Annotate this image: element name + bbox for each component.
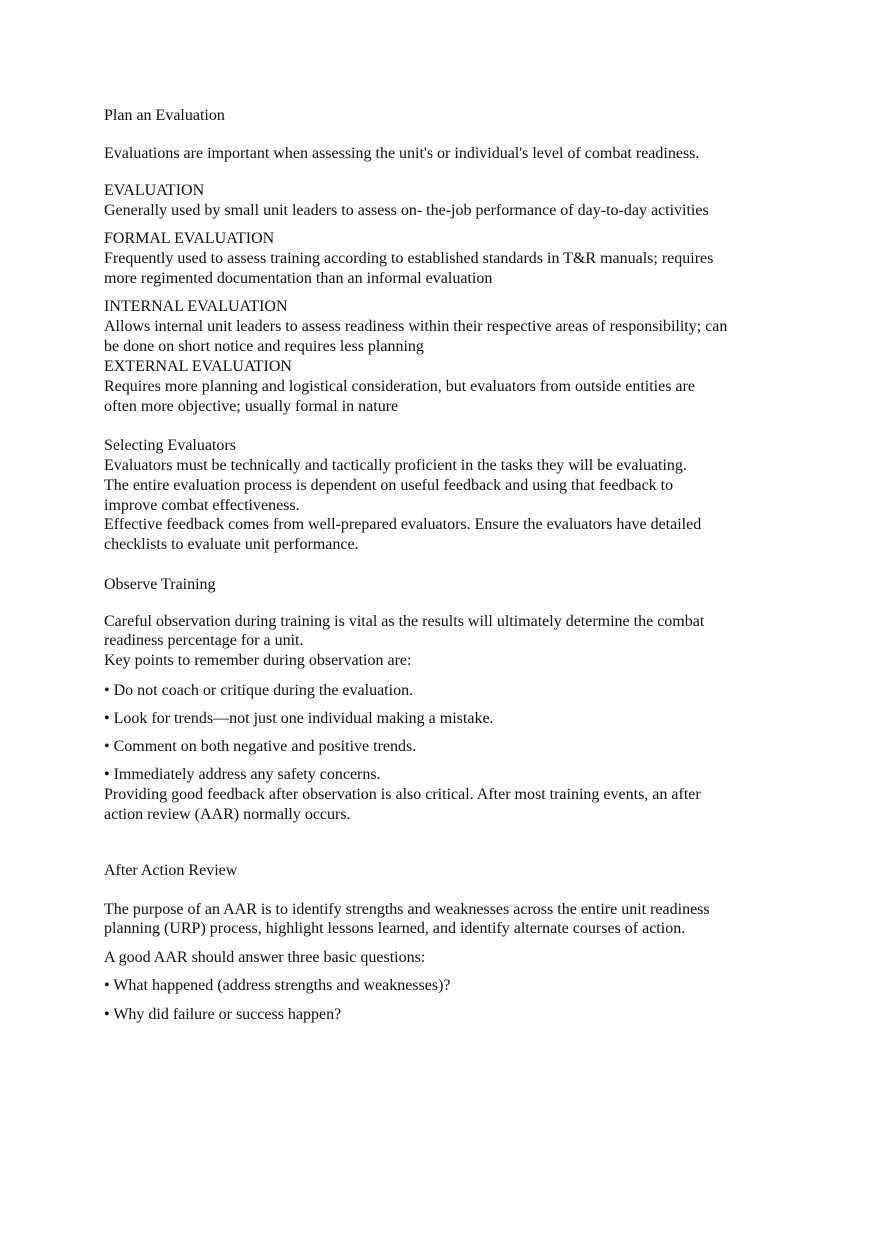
evaluation-title: EVALUATION	[104, 182, 205, 199]
list-item: • Why did failure or success happen?	[104, 1006, 342, 1023]
internal-evaluation-title: INTERNAL EVALUATION	[104, 298, 288, 315]
section-heading-plan: Plan an Evaluation	[104, 107, 225, 124]
evaluation-text: Generally used by small unit leaders to assess on- the-job performance of day-to-day activities	[104, 202, 709, 219]
external-evaluation-text-line-2: often more objective; usually formal in nature	[104, 398, 399, 415]
list-item: • Look for trends—not just one individual making a mistake.	[104, 710, 494, 727]
selecting-line-5: checklists to evaluate unit performance.	[104, 536, 359, 553]
formal-evaluation-text-line-2: more regimented documentation than an informal evaluation	[104, 270, 493, 287]
section-heading-selecting: Selecting Evaluators	[104, 437, 236, 454]
selecting-line-4: Effective feedback comes from well-prepared evaluators. Ensure the evaluators have detailed	[104, 516, 702, 533]
list-item: • Immediately address any safety concerns.	[104, 766, 381, 783]
section-heading-aar: After Action Review	[104, 862, 238, 879]
selecting-line-2: The entire evaluation process is dependent on useful feedback and using that feedback to	[104, 477, 674, 494]
formal-evaluation-title: FORMAL EVALUATION	[104, 230, 275, 247]
formal-evaluation-text-line-1: Frequently used to assess training according to established standards in T&R manuals; requires	[104, 250, 714, 267]
aar-purpose-line-1: The purpose of an AAR is to identify strengths and weaknesses across the entire unit readiness	[104, 901, 710, 918]
aar-questions-intro: A good AAR should answer three basic questions:	[104, 949, 426, 966]
observe-intro-line-2: readiness percentage for a unit.	[104, 632, 304, 649]
observe-key-points: Key points to remember during observation are:	[104, 652, 412, 669]
list-item: • Do not coach or critique during the evaluation.	[104, 682, 414, 699]
observe-intro-line-1: Careful observation during training is vital as the results will ultimately determine the combat	[104, 613, 705, 630]
list-item: • What happened (address strengths and weaknesses)?	[104, 977, 451, 994]
section-heading-observe: Observe Training	[104, 576, 216, 593]
external-evaluation-title: EXTERNAL EVALUATION	[104, 358, 292, 375]
external-evaluation-text-line-1: Requires more planning and logistical consideration, but evaluators from outside entities are	[104, 378, 695, 395]
list-item: • Comment on both negative and positive trends.	[104, 738, 417, 755]
plan-intro: Evaluations are important when assessing the unit's or individual's level of combat readiness.	[104, 145, 700, 162]
internal-evaluation-text-line-2: be done on short notice and requires less planning	[104, 338, 424, 355]
observe-closing-line-2: action review (AAR) normally occurs.	[104, 806, 351, 823]
aar-purpose-line-2: planning (URP) process, highlight lessons learned, and identify alternate courses of action.	[104, 920, 686, 937]
selecting-line-1: Evaluators must be technically and tactically proficient in the tasks they will be evaluating.	[104, 457, 687, 474]
observe-closing-line-1: Providing good feedback after observation is also critical. After most training events, an after	[104, 786, 701, 803]
selecting-line-3: improve combat effectiveness.	[104, 497, 300, 514]
internal-evaluation-text-line-1: Allows internal unit leaders to assess readiness within their respective areas of responsibility; can	[104, 318, 728, 335]
